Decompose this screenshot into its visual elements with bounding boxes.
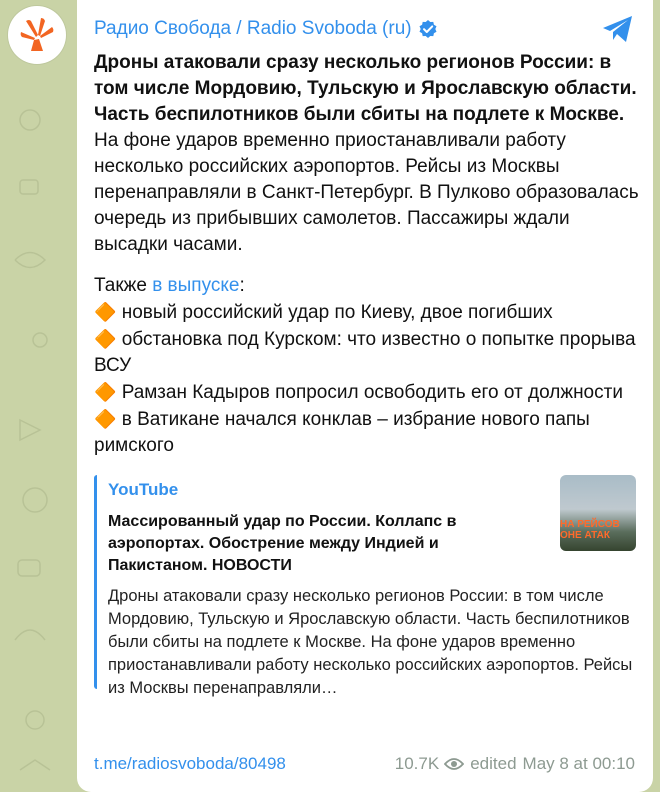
eye-icon	[444, 757, 464, 771]
message-text	[94, 50, 642, 459]
link-preview[interactable]	[94, 475, 642, 697]
list-item	[94, 326, 642, 379]
preview-site-name: YouTube	[108, 480, 179, 499]
radio-svoboda-logo-icon	[17, 15, 57, 55]
lead-bold: Дроны атаковали сразу несколько регионов России: в том числе Мордовию, Тульскую и Ярославскую области. Часть беспилотников были сбиты на подлете к Москве.	[94, 52, 637, 125]
list-item-text: в Ватикане начался конклав – избрание нового папы римского	[94, 409, 590, 456]
preview-description: Дроны атаковали сразу несколько регионов России: в том числе Мордовию, Тульскую и Ярославскую области. Часть беспилотников были сбиты на подлете к Москве. На фоне ударов временно приостанавливали работу несколько российских аэропортов. Рейсы из Москвы перенаправляли…	[108, 587, 633, 697]
share-button[interactable]	[601, 14, 635, 49]
list-item	[94, 406, 642, 459]
also-prefix: Также	[94, 275, 153, 296]
message-header	[94, 14, 635, 44]
post-link[interactable]: t.me/radiosvoboda/80498	[94, 754, 286, 773]
issue-link[interactable]: в выпуске	[152, 275, 240, 296]
also-line	[94, 273, 642, 299]
orange-diamond-icon: 🔶	[94, 382, 117, 402]
orange-diamond-icon: 🔶	[94, 409, 117, 429]
channel-avatar[interactable]	[8, 6, 66, 64]
list-item-text: новый российский удар по Киеву, двое погибших	[121, 302, 553, 323]
thumbnail-caption	[560, 519, 636, 541]
telegram-share-icon	[601, 14, 635, 44]
list-item	[94, 379, 642, 406]
message-meta	[395, 754, 635, 774]
message-bubble	[77, 0, 653, 792]
preview-title: Массированный удар по России. Коллапс в аэропортах. Обострение между Индией и Пакистаном. НОВОСТИ	[108, 513, 457, 574]
thumbnail-caption-line: ОНЕ АТАК	[560, 530, 610, 541]
orange-diamond-icon: 🔶	[94, 302, 117, 322]
list-item-text: Рамзан Кадыров попросил освободить его от должности	[121, 382, 623, 403]
message-timestamp: May 8 at 00:10	[522, 754, 635, 773]
verified-badge-icon	[418, 19, 438, 39]
lead-body: На фоне ударов временно приостанавливали работу несколько российских аэропортов. Рейсы из Москвы перенаправляли в Санкт-Петербург. В Пулково образовалась очередь из прибывших самолетов. Пассажиры ждали высадки часами.	[94, 130, 639, 255]
lead-paragraph	[94, 50, 642, 258]
edited-label: edited	[470, 754, 517, 773]
list-item	[94, 299, 642, 326]
orange-diamond-icon: 🔶	[94, 329, 117, 349]
thumbnail-caption-line: НА РЕЙСОВ	[560, 519, 620, 530]
message-footer	[94, 752, 635, 776]
also-paragraph	[94, 273, 642, 459]
preview-thumbnail[interactable]	[560, 475, 636, 551]
view-count: 10.7K	[394, 754, 440, 773]
also-suffix: :	[239, 275, 245, 296]
channel-name[interactable]: Радио Свобода / Radio Svoboda (ru)	[94, 18, 412, 39]
list-item-text: обстановка под Курском: что известно о попытке прорыва ВСУ	[94, 329, 636, 376]
